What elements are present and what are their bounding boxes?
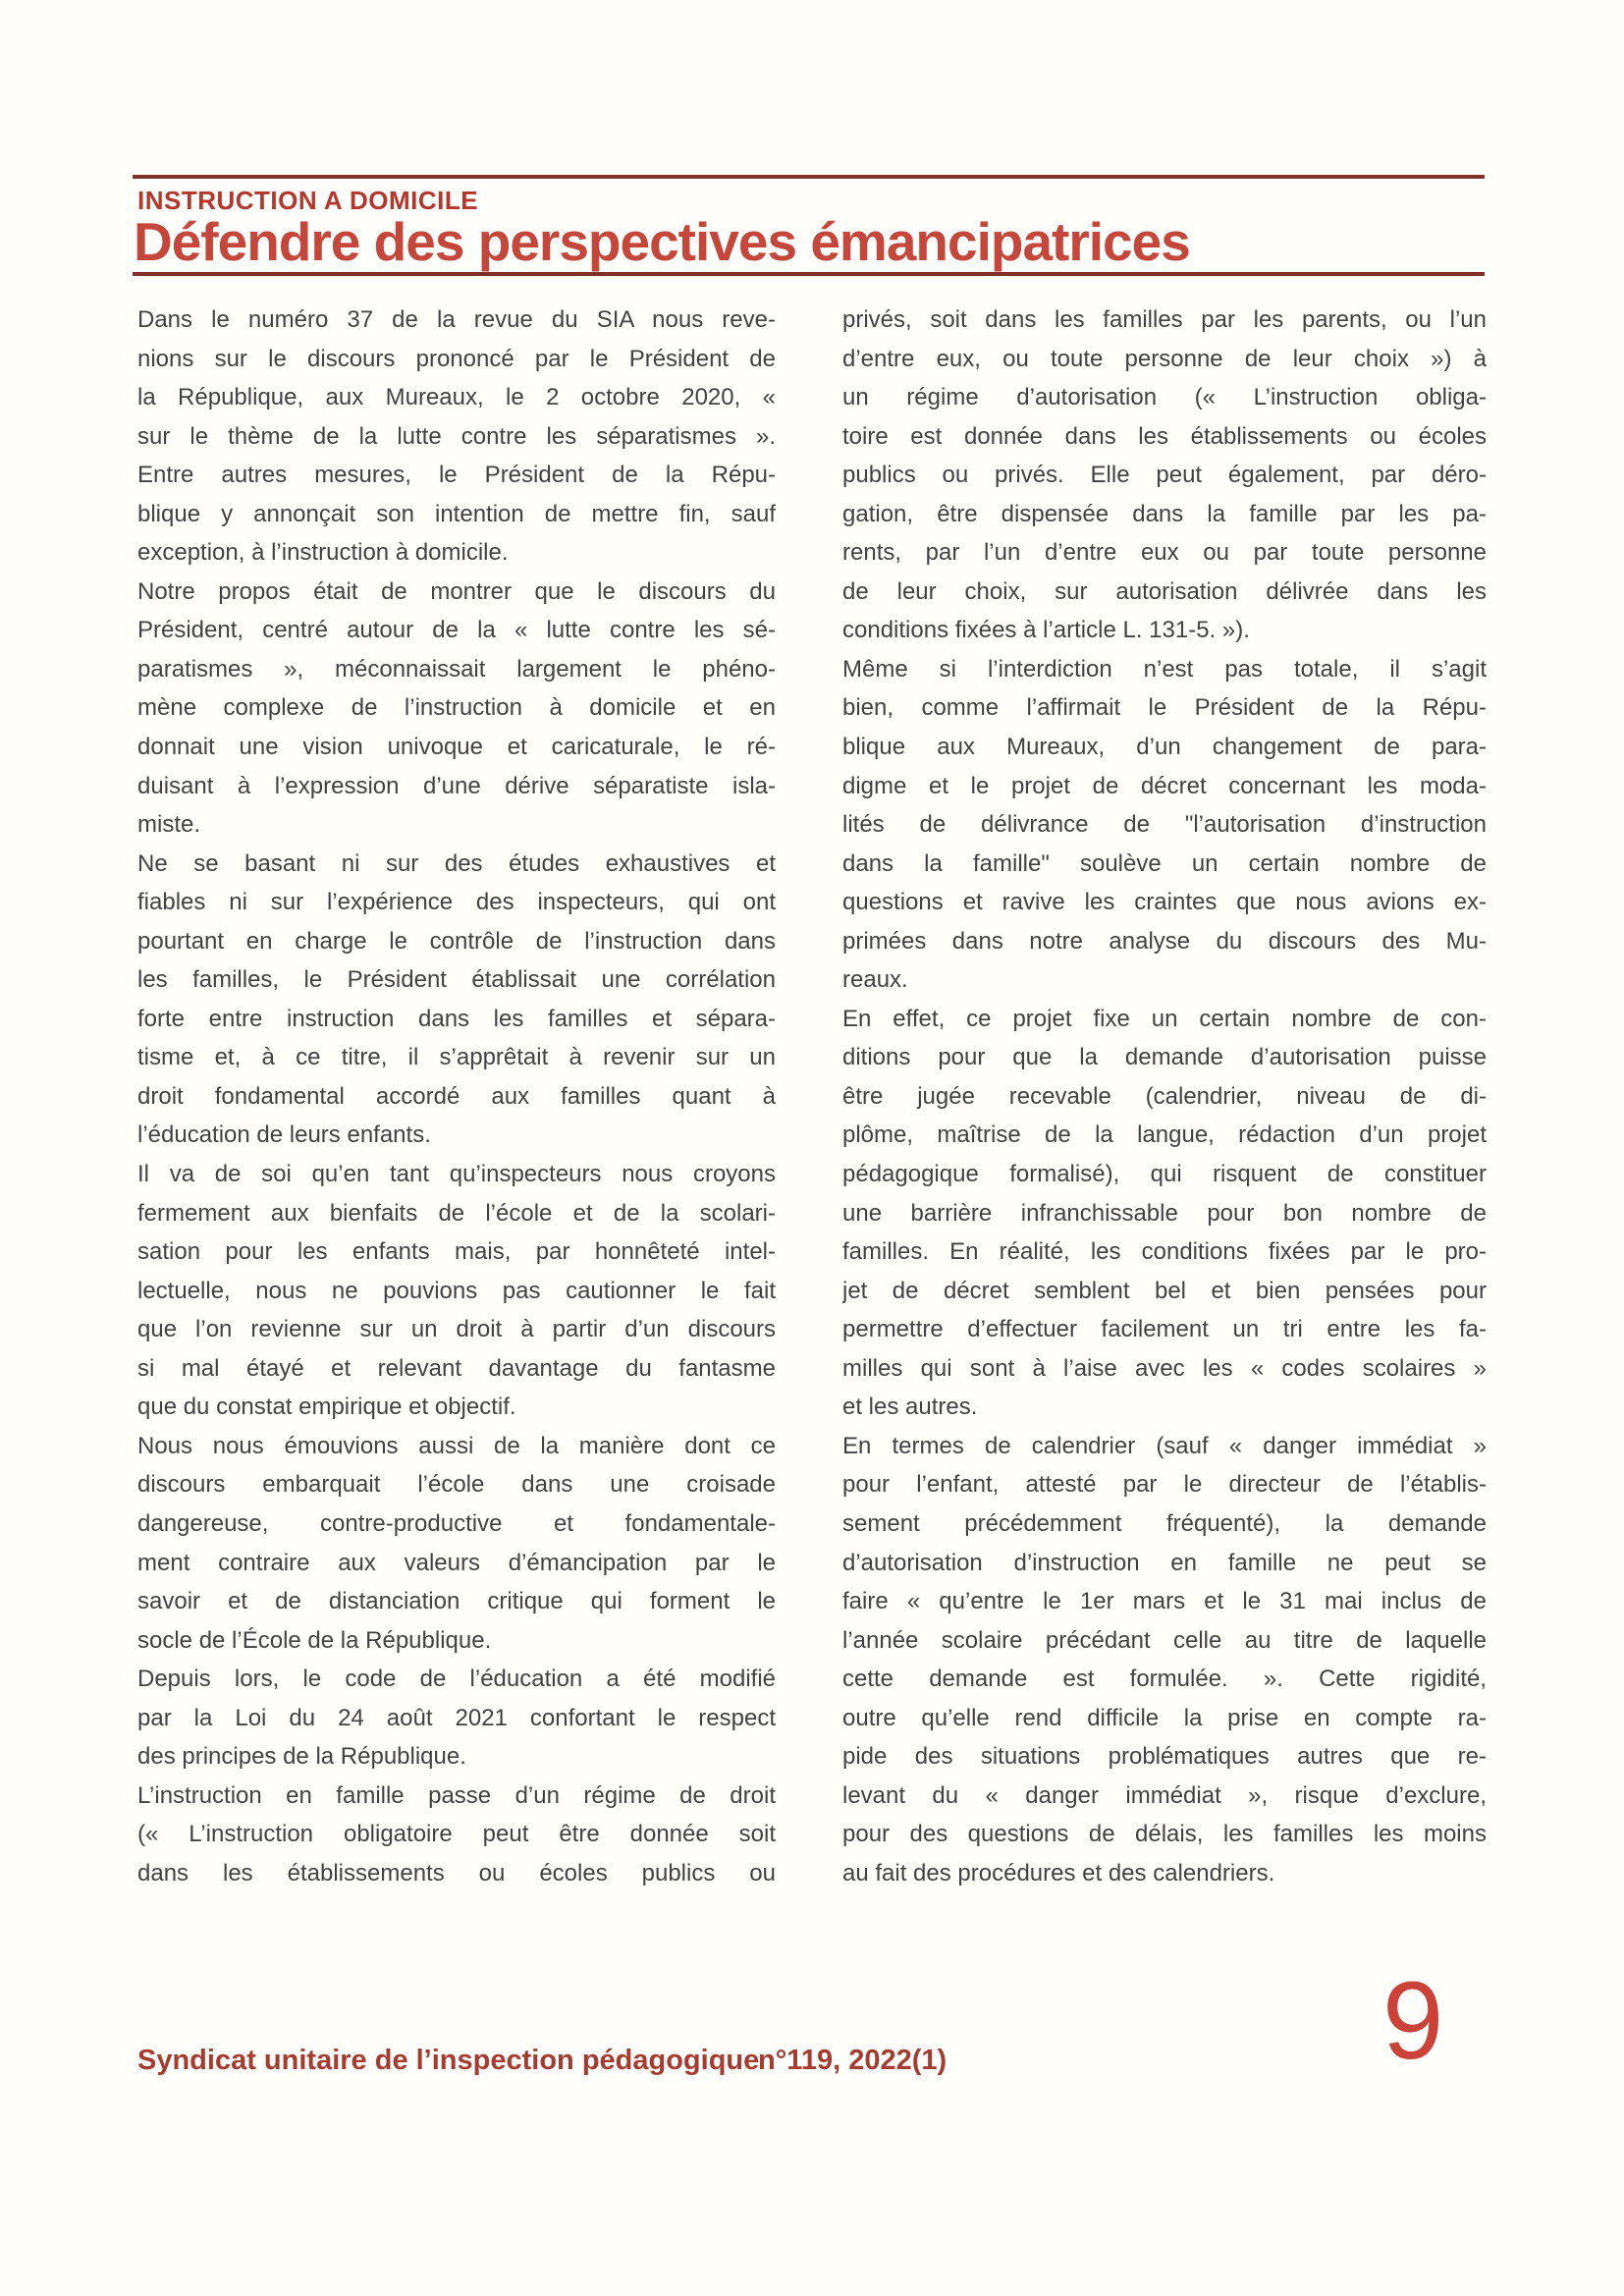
body-line: que l’on revienne sur un droit à partir d’un discours xyxy=(137,1316,776,1343)
body-line: En termes de calendrier (sauf « danger immédiat » xyxy=(842,1432,1487,1459)
body-line: gation, être dispensée dans la famille par les pa- xyxy=(842,500,1487,527)
body-line: ment contraire aux valeurs d’émancipation par le xyxy=(137,1549,776,1576)
body-line: pour l’enfant, attesté par le directeur de l’établis- xyxy=(842,1471,1487,1499)
column-left xyxy=(137,301,776,1892)
body-line: discours embarquait l’école dans une croisade xyxy=(137,1471,776,1499)
body-line: Entre autres mesures, le Président de la Répu- xyxy=(137,462,776,489)
body-line: Même si l’interdiction n’est pas totale, il s’agit xyxy=(842,655,1487,683)
body-line: Ne se basant ni sur des études exhaustives et xyxy=(137,849,776,877)
body-line: privés, soit dans les familles par les parents, ou l’un xyxy=(842,306,1487,333)
body-line: des principes de la République. xyxy=(137,1743,466,1771)
body-line: de leur choix, sur autorisation délivrée dans les xyxy=(842,577,1487,605)
body-line: Dans le numéro 37 de la revue du SIA nous reve- xyxy=(137,306,776,333)
body-line: Président, centré autour de la « lutte contre les sé- xyxy=(137,617,776,644)
body-line: droit fondamental accordé aux familles quant à xyxy=(137,1082,776,1110)
body-line: nions sur le discours prononcé par le Président de xyxy=(137,345,776,372)
body-line: jet de décret semblent bel et bien pensées pour xyxy=(842,1277,1487,1304)
body-line: tisme et, à ce titre, il s’apprêtait à revenir sur un xyxy=(137,1044,776,1071)
body-line: Notre propos était de montrer que le discours du xyxy=(137,577,776,605)
body-line: bien, comme l’affirmait le Président de la Répu- xyxy=(842,694,1487,722)
body-line: savoir et de distanciation critique qui forment le xyxy=(137,1588,776,1615)
body-line: un régime d’autorisation (« L’instruction obliga- xyxy=(842,384,1487,411)
article-body xyxy=(137,301,1487,1892)
body-line: l’éducation de leurs enfants. xyxy=(137,1121,431,1149)
body-line: lectuelle, nous ne pouvions pas cautionner le fait xyxy=(137,1277,776,1304)
body-line: Nous nous émouvions aussi de la manière dont ce xyxy=(137,1432,776,1459)
page-number: 9 xyxy=(1382,1959,1444,2082)
body-line: ditions pour que la demande d’autorisation puisse xyxy=(842,1044,1487,1071)
body-line: fiables ni sur l’expérience des inspecteurs, qui ont xyxy=(137,889,776,916)
header-rule-top xyxy=(133,175,1485,179)
body-line: duisant à l’expression d’une dérive séparatiste isla- xyxy=(137,772,776,799)
body-line: pourtant en charge le contrôle de l’instruction dans xyxy=(137,927,776,955)
body-line: par la Loi du 24 août 2021 confortant le respect xyxy=(137,1704,776,1731)
body-line: pide des situations problématiques autres que re- xyxy=(842,1743,1487,1771)
body-line: les familles, le Président établissait une corrélation xyxy=(137,966,776,994)
body-line: être jugée recevable (calendrier, niveau de di- xyxy=(842,1082,1487,1110)
body-line: d’entre eux, ou toute personne de leur choix ») à xyxy=(842,345,1487,372)
body-line: L’instruction en famille passe d’un régime de droit xyxy=(137,1781,776,1809)
body-line: sation pour les enfants mais, par honnêteté intel- xyxy=(137,1238,776,1266)
body-line: conditions fixées à l’article L. 131-5. »). xyxy=(842,617,1250,644)
body-line: dans la famille" soulève un certain nombre de xyxy=(842,849,1487,877)
body-line: permettre d’effectuer facilement un tri entre les fa- xyxy=(842,1316,1487,1343)
header-rule-bottom xyxy=(133,272,1485,276)
body-line: donnait une vision univoque et caricaturale, le ré- xyxy=(137,734,776,761)
body-line: rents, par l’un d’entre eux ou par toute personne xyxy=(842,539,1487,567)
body-line: blique aux Mureaux, d’un changement de para- xyxy=(842,734,1487,761)
body-line: au fait des procédures et des calendriers. xyxy=(842,1859,1275,1886)
body-line: dangereuse, contre-productive et fondamentale- xyxy=(137,1509,776,1537)
body-line: l’année scolaire précédant celle au titre de laquelle xyxy=(842,1626,1487,1654)
body-line: une barrière infranchissable pour bon nombre de xyxy=(842,1199,1487,1227)
column-right xyxy=(842,301,1487,1892)
section-kicker: INSTRUCTION A DOMICILE xyxy=(137,186,479,215)
body-line: pédagogique formalisé), qui risquent de constituer xyxy=(842,1161,1487,1188)
body-line: (« L’instruction obligatoire peut être donnée soit xyxy=(137,1821,776,1848)
article-title: Défendre des perspectives émancipatrices xyxy=(134,211,1190,272)
body-line: que du constat empirique et objectif. xyxy=(137,1394,516,1421)
body-line: la République, aux Mureaux, le 2 octobre 2020, « xyxy=(137,384,776,411)
body-line: milles qui sont à l’aise avec les « codes scolaires » xyxy=(842,1354,1487,1382)
body-line: socle de l’École de la République. xyxy=(137,1626,492,1654)
body-line: lités de délivrance de "l’autorisation d’instruction xyxy=(842,811,1487,839)
body-line: pour des questions de délais, les familles les moins xyxy=(842,1821,1487,1848)
body-line: miste. xyxy=(137,811,201,839)
body-line: Il va de soi qu’en tant qu’inspecteurs nous croyons xyxy=(137,1161,776,1188)
body-line: paratismes », méconnaissait largement le phéno- xyxy=(137,655,776,683)
body-line: outre qu’elle rend difficile la prise en compte ra- xyxy=(842,1704,1487,1731)
body-line: sement précédemment fréquenté), la demande xyxy=(842,1509,1487,1537)
body-line: d’autorisation d’instruction en famille ne peut se xyxy=(842,1549,1487,1576)
body-line: reaux. xyxy=(842,966,908,994)
body-line: familles. En réalité, les conditions fixées par le pro- xyxy=(842,1238,1487,1266)
body-line: cette demande est formulée. ». Cette rigidité, xyxy=(842,1666,1487,1693)
body-line: blique y annonçait son intention de mettre fin, sauf xyxy=(137,500,776,527)
body-line: forte entre instruction dans les familles et sépara- xyxy=(137,1005,776,1032)
body-line: toire est donnée dans les établissements ou écoles xyxy=(842,422,1487,450)
body-line: digme et le projet de décret concernant les moda- xyxy=(842,772,1487,799)
body-line: Depuis lors, le code de l’éducation a été modifié xyxy=(137,1666,776,1693)
body-line: publics ou privés. Elle peut également, par déro- xyxy=(842,462,1487,489)
body-line: plôme, maîtrise de la langue, rédaction d’un projet xyxy=(842,1121,1487,1149)
body-line: faire « qu’entre le 1er mars et le 31 mai inclus de xyxy=(842,1588,1487,1615)
body-line: mène complexe de l’instruction à domicile et en xyxy=(137,694,776,722)
body-line: et les autres. xyxy=(842,1394,978,1421)
footer-issue: n°119, 2022(1) xyxy=(758,2045,947,2076)
body-line: En effet, ce projet fixe un certain nombre de con- xyxy=(842,1005,1487,1032)
body-line: si mal étayé et relevant davantage du fantasme xyxy=(137,1354,776,1382)
body-line: sur le thème de la lutte contre les séparatismes ». xyxy=(137,422,776,450)
body-line: questions et ravive les craintes que nous avions ex- xyxy=(842,889,1487,916)
body-line: primées dans notre analyse du discours des Mu- xyxy=(842,927,1487,955)
body-line: levant du « danger immédiat », risque d’exclure, xyxy=(842,1781,1487,1809)
body-line: fermement aux bienfaits de l’école et de la scolari- xyxy=(137,1199,776,1227)
body-line: exception, à l’instruction à domicile. xyxy=(137,539,509,567)
body-line: dans les établissements ou écoles publics ou xyxy=(137,1859,776,1886)
footer-publication: Syndicat unitaire de l’inspection pédagogique xyxy=(137,2045,760,2076)
